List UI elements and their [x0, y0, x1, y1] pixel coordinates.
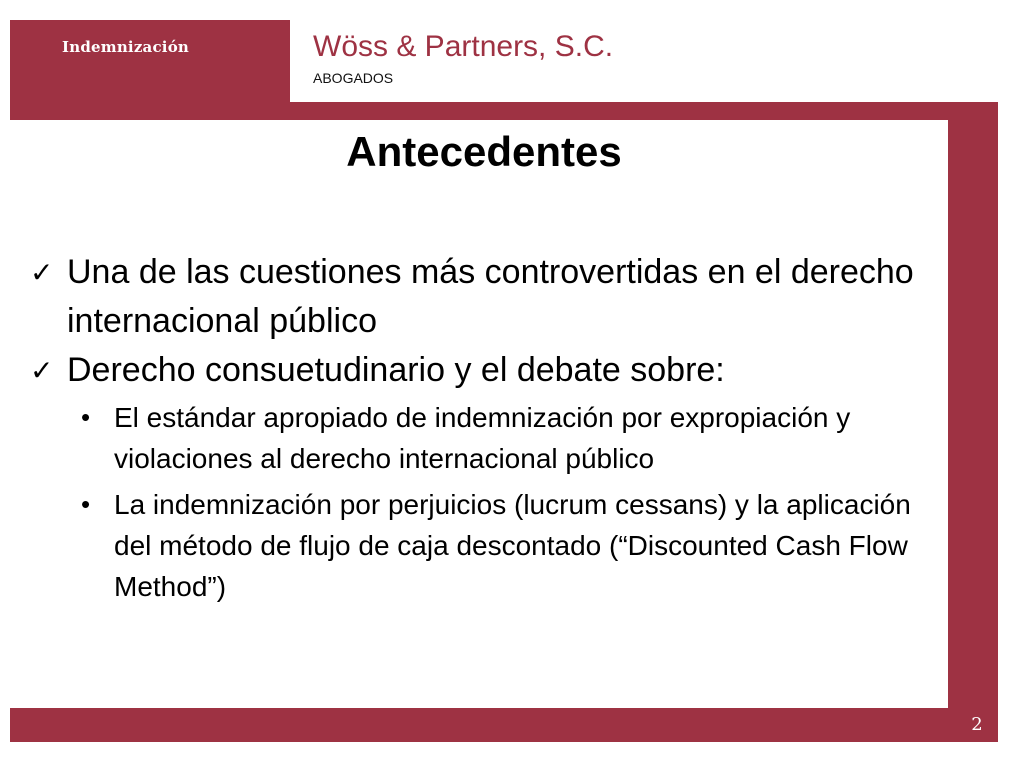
- bullet-text: Una de las cuestiones más controvertidas en el derecho internacional público: [67, 253, 914, 340]
- checkmark-icon: ✓: [30, 256, 54, 289]
- firm-name: Wöss & Partners, S.C.: [313, 30, 614, 63]
- right-side-bar: [948, 102, 998, 742]
- bullet-item: [30, 248, 940, 346]
- slide-content: [30, 248, 940, 612]
- sub-bullet-text: La indemnización por perjuicios (lucrum cessans) y la aplicación del método de flujo de caja descontado (“Discounted Cash Flow Method”): [114, 489, 911, 602]
- bullet-text: Derecho consuetudinario y el debate sobre:: [67, 351, 725, 389]
- footer-bar: [10, 708, 998, 742]
- bullet-dot-icon: •: [81, 402, 91, 432]
- sub-bullet-text: El estándar apropiado de indemnización por expropiación y violaciones al derecho internacional público: [114, 402, 851, 474]
- sub-bullet-item: [81, 397, 940, 479]
- firm-subtitle: ABOGADOS: [313, 70, 394, 86]
- bullet-dot-icon: •: [81, 489, 91, 519]
- sub-bullet-item: [81, 484, 940, 607]
- page-number: 2: [971, 714, 983, 735]
- header-rule: [290, 102, 998, 120]
- slide-title: Antecedentes: [346, 128, 622, 175]
- checkmark-icon: ✓: [30, 354, 54, 387]
- section-label: Indemnización: [62, 38, 190, 56]
- bullet-item: [30, 346, 940, 395]
- section-tab: [10, 20, 290, 120]
